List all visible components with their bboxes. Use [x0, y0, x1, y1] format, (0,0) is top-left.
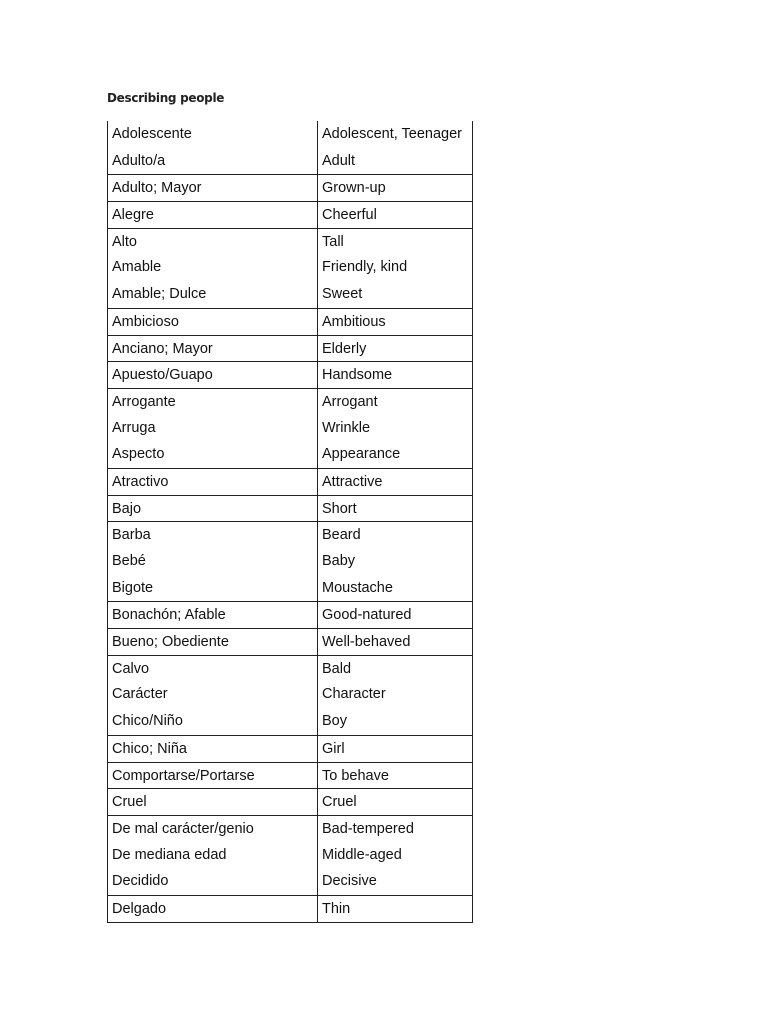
- table-row: [107, 815, 473, 842]
- spanish-term: Adolescente: [107, 121, 318, 148]
- table-row: [107, 441, 473, 468]
- table-row: [107, 601, 473, 628]
- spanish-term: Bebé: [107, 548, 318, 575]
- english-translation: Ambitious: [318, 309, 473, 335]
- english-translation: To behave: [318, 763, 473, 789]
- english-translation: Sweet: [318, 281, 473, 308]
- spanish-term: Ambicioso: [107, 309, 318, 335]
- spanish-term: Chico; Niña: [107, 736, 318, 762]
- table-row: [107, 575, 473, 602]
- english-translation: Appearance: [318, 441, 473, 468]
- vocabulary-table: [107, 121, 473, 923]
- table-row: [107, 254, 473, 281]
- table-row: [107, 361, 473, 388]
- spanish-term: Delgado: [107, 896, 318, 922]
- table-row: [107, 788, 473, 815]
- table-row: [107, 228, 473, 255]
- table-row: [107, 174, 473, 201]
- spanish-term: Amable; Dulce: [107, 281, 318, 308]
- table-row: [107, 415, 473, 442]
- table-row: [107, 735, 473, 762]
- table-row: [107, 121, 473, 148]
- spanish-term: Alegre: [107, 202, 318, 228]
- table-row: [107, 708, 473, 735]
- table-row: [107, 548, 473, 575]
- table-row: [107, 468, 473, 495]
- english-translation: Friendly, kind: [318, 254, 473, 281]
- table-row: [107, 868, 473, 895]
- english-translation: Grown-up: [318, 175, 473, 201]
- spanish-term: De mediana edad: [107, 842, 318, 869]
- table-row: [107, 842, 473, 869]
- table-row: [107, 655, 473, 682]
- english-translation: Girl: [318, 736, 473, 762]
- spanish-term: Bajo: [107, 496, 318, 522]
- english-translation: Short: [318, 496, 473, 522]
- english-translation: Middle-aged: [318, 842, 473, 869]
- table-row: [107, 895, 473, 922]
- table-row: [107, 308, 473, 335]
- spanish-term: Cruel: [107, 789, 318, 815]
- english-translation: Decisive: [318, 868, 473, 895]
- english-translation: Well-behaved: [318, 629, 473, 655]
- spanish-term: Calvo: [107, 656, 318, 682]
- english-translation: Character: [318, 681, 473, 708]
- table-row: [107, 762, 473, 789]
- spanish-term: Alto: [107, 229, 318, 255]
- english-translation: Handsome: [318, 362, 473, 388]
- table-row: [107, 388, 473, 415]
- spanish-term: De mal carácter/genio: [107, 816, 318, 842]
- english-translation: Bald: [318, 656, 473, 682]
- spanish-term: Adulto/a: [107, 148, 318, 175]
- spanish-term: Anciano; Mayor: [107, 336, 318, 362]
- table-row: [107, 335, 473, 362]
- spanish-term: Bigote: [107, 575, 318, 602]
- spanish-term: Aspecto: [107, 441, 318, 468]
- english-translation: Wrinkle: [318, 415, 473, 442]
- spanish-term: Barba: [107, 522, 318, 548]
- spanish-term: Adulto; Mayor: [107, 175, 318, 201]
- english-translation: Cheerful: [318, 202, 473, 228]
- table-row: [107, 495, 473, 522]
- english-translation: Baby: [318, 548, 473, 575]
- spanish-term: Arrogante: [107, 389, 318, 415]
- page-title: Describing people: [107, 91, 225, 105]
- english-translation: Adult: [318, 148, 473, 175]
- spanish-term: Amable: [107, 254, 318, 281]
- english-translation: Adolescent, Teenager: [318, 121, 473, 148]
- table-row: [107, 521, 473, 548]
- english-translation: Boy: [318, 708, 473, 735]
- spanish-term: Apuesto/Guapo: [107, 362, 318, 388]
- english-translation: Cruel: [318, 789, 473, 815]
- english-translation: Thin: [318, 896, 473, 922]
- spanish-term: Chico/Niño: [107, 708, 318, 735]
- table-row: [107, 681, 473, 708]
- english-translation: Elderly: [318, 336, 473, 362]
- english-translation: Tall: [318, 229, 473, 255]
- english-translation: Moustache: [318, 575, 473, 602]
- spanish-term: Bueno; Obediente: [107, 629, 318, 655]
- table-row: [107, 201, 473, 228]
- spanish-term: Carácter: [107, 681, 318, 708]
- english-translation: Beard: [318, 522, 473, 548]
- english-translation: Attractive: [318, 469, 473, 495]
- spanish-term: Decidido: [107, 868, 318, 895]
- table-row: [107, 628, 473, 655]
- english-translation: Good-natured: [318, 602, 473, 628]
- spanish-term: Atractivo: [107, 469, 318, 495]
- english-translation: Bad-tempered: [318, 816, 473, 842]
- english-translation: Arrogant: [318, 389, 473, 415]
- spanish-term: Comportarse/Portarse: [107, 763, 318, 789]
- spanish-term: Arruga: [107, 415, 318, 442]
- spanish-term: Bonachón; Afable: [107, 602, 318, 628]
- table-row: [107, 281, 473, 308]
- table-row: [107, 148, 473, 175]
